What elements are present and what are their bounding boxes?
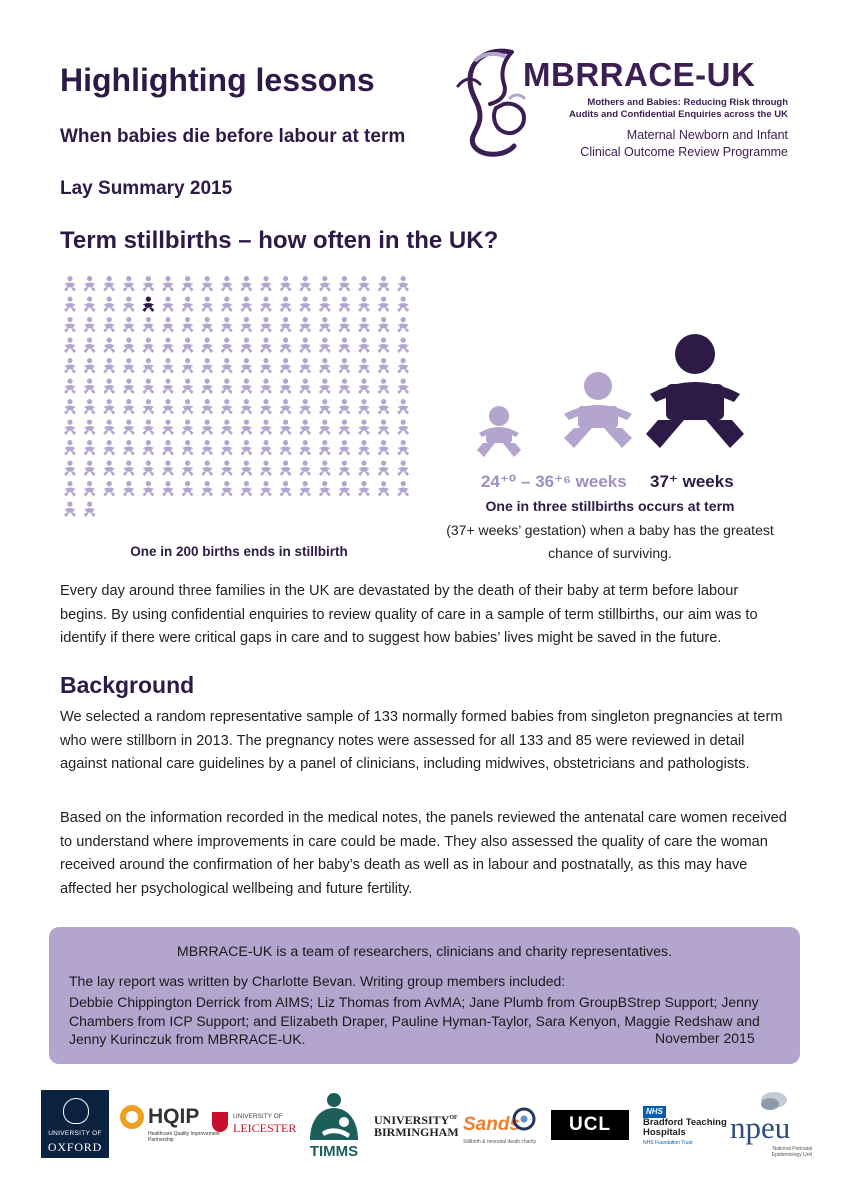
hqip-logo-name: HQIP	[148, 1105, 200, 1128]
birth-baby-icon	[397, 399, 409, 415]
programme-line2: Clinical Outcome Review Programme	[580, 145, 788, 159]
birth-baby-icon	[123, 358, 135, 374]
birth-baby-icon	[162, 481, 174, 497]
birth-baby-icon	[358, 481, 370, 497]
birth-baby-icon	[358, 440, 370, 456]
birth-baby-icon	[280, 317, 292, 333]
birth-baby-icon	[260, 338, 272, 354]
birth-baby-icon	[103, 399, 115, 415]
birth-baby-icon	[142, 440, 154, 456]
timms-logo	[304, 1092, 364, 1160]
birth-baby-icon	[142, 317, 154, 333]
birth-baby-icon	[240, 379, 252, 395]
birth-baby-icon	[260, 399, 272, 415]
birth-baby-icon	[378, 461, 390, 477]
bradford-logo-sub: NHS Foundation Trust	[643, 1140, 693, 1146]
birth-baby-icon	[84, 317, 96, 333]
birth-baby-icon	[299, 399, 311, 415]
leicester-logo-line2: LEICESTER	[233, 1121, 297, 1135]
birth-baby-icon	[378, 338, 390, 354]
hqip-logo-sub: Healthcare Quality Improvement Partnership	[148, 1131, 220, 1143]
infographic-heading: Term stillbirths – how often in the UK?	[60, 227, 499, 254]
birth-baby-icon	[260, 358, 272, 374]
birth-baby-icon	[358, 338, 370, 354]
birth-baby-icon	[338, 358, 350, 374]
birth-baby-icon	[84, 297, 96, 313]
birth-baby-icon	[397, 420, 409, 436]
birth-baby-icon	[182, 481, 194, 497]
birth-baby-icon	[358, 317, 370, 333]
stillbirth-icon-grid	[60, 276, 420, 531]
birth-baby-icon	[397, 358, 409, 374]
birth-baby-icon	[123, 276, 135, 292]
birth-baby-icon	[280, 358, 292, 374]
birth-baby-icon	[319, 440, 331, 456]
birth-baby-icon	[280, 420, 292, 436]
birth-baby-icon	[280, 399, 292, 415]
birth-baby-icon	[84, 461, 96, 477]
birth-baby-icon	[338, 338, 350, 354]
birth-baby-icon	[142, 338, 154, 354]
birmingham-logo	[374, 1112, 459, 1138]
birth-baby-icon	[221, 297, 233, 313]
birth-baby-icon	[103, 461, 115, 477]
birth-baby-icon	[260, 379, 272, 395]
birth-baby-icon	[338, 440, 350, 456]
oxford-logo-line2: OXFORD	[47, 1140, 103, 1154]
birmingham-logo-line1: UNIVERSITY	[374, 1113, 450, 1127]
birth-baby-icon	[358, 461, 370, 477]
birth-baby-icon	[182, 358, 194, 374]
intro-paragraph: Every day around three families in the UK are devastated by the death of their baby at term before labour begins. By using confidential enquiries to review quality of care in a sample of term stillbirths, our aim was to identify if there were critical gaps in care and to suggest how babies’ lives might be saved in the future.	[60, 583, 758, 647]
report-title: Highlighting lessons	[60, 62, 375, 98]
birth-baby-icon	[162, 379, 174, 395]
birth-baby-icon	[64, 317, 76, 333]
birth-baby-icon	[280, 440, 292, 456]
birth-baby-icon	[162, 440, 174, 456]
birth-baby-icon	[299, 338, 311, 354]
birth-baby-icon	[103, 420, 115, 436]
birth-baby-icon	[260, 276, 272, 292]
birth-baby-icon	[319, 461, 331, 477]
oxford-logo	[41, 1090, 109, 1158]
birth-baby-icon	[162, 297, 174, 313]
lay-summary-label: Lay Summary 2015	[60, 178, 233, 199]
leicester-shield-icon	[212, 1112, 228, 1132]
birth-baby-icon	[103, 338, 115, 354]
birth-baby-icon	[84, 358, 96, 374]
birth-baby-icon	[103, 440, 115, 456]
birth-baby-icon	[319, 297, 331, 313]
birth-baby-icon	[319, 379, 331, 395]
credits-date: November 2015	[655, 1030, 755, 1046]
sands-logo-sub: Stillbirth & neonatal death charity	[463, 1139, 537, 1145]
stillbirth-baby-icon	[142, 297, 154, 313]
credits-members: Debbie Chippington Derrick from AIMS; Liz Thomas from AvMA; Jane Plumb from GroupBStrep Support; Jenny Chambers from ICP Support; and Elizabeth Draper, Pauline Hyman-Taylor, Sara Kenyon, Maggie Redshaw and Jenny Kurinczuk from MBRRACE-UK.	[69, 994, 760, 1047]
birth-baby-icon	[319, 358, 331, 374]
birth-baby-icon	[221, 461, 233, 477]
birth-baby-icon	[397, 379, 409, 395]
timms-logo-text: TIMMS	[309, 1143, 359, 1160]
birth-baby-icon	[338, 297, 350, 313]
birth-baby-icon	[299, 461, 311, 477]
birth-baby-icon	[378, 481, 390, 497]
birth-baby-icon	[182, 399, 194, 415]
birth-baby-icon	[378, 420, 390, 436]
birth-baby-icon	[64, 379, 76, 395]
birth-baby-icon	[240, 276, 252, 292]
birth-baby-icon	[299, 440, 311, 456]
term-baby-icon	[646, 334, 744, 448]
birth-baby-icon	[64, 297, 76, 313]
brand-tagline	[548, 97, 788, 121]
birth-baby-icon	[162, 399, 174, 415]
birth-baby-icon	[103, 276, 115, 292]
birth-baby-icon	[123, 481, 135, 497]
birth-baby-icon	[280, 379, 292, 395]
birth-baby-icon	[103, 358, 115, 374]
birth-baby-icon	[240, 481, 252, 497]
leicester-logo-line1: UNIVERSITY OF	[233, 1113, 283, 1120]
birth-baby-icon	[299, 481, 311, 497]
birth-baby-icon	[338, 379, 350, 395]
birth-baby-icon	[142, 276, 154, 292]
oxford-logo-line1: UNIVERSITY OF	[48, 1130, 102, 1137]
birth-baby-icon	[123, 338, 135, 354]
birth-baby-icon	[64, 276, 76, 292]
birth-baby-icon	[260, 481, 272, 497]
birth-baby-icon	[201, 440, 213, 456]
birth-baby-icon	[84, 481, 96, 497]
birth-baby-icon	[64, 481, 76, 497]
birth-baby-icon	[378, 317, 390, 333]
birth-baby-icon	[338, 420, 350, 436]
birth-baby-icon	[64, 420, 76, 436]
birth-baby-icon	[319, 399, 331, 415]
birth-baby-icon	[397, 317, 409, 333]
brand-name: MBRRACE-UK	[523, 56, 756, 93]
birth-baby-icon	[103, 297, 115, 313]
birth-baby-icon	[142, 358, 154, 374]
gestation-baby-icons	[470, 330, 750, 470]
preterm-gestation-label: 24⁺⁰ – 36⁺⁶ weeks	[481, 472, 627, 491]
birth-baby-icon	[397, 276, 409, 292]
birth-baby-icon	[162, 420, 174, 436]
npeu-logo-sub: National Perinatal Epidemiology Unit	[771, 1146, 812, 1158]
birth-baby-icon	[142, 420, 154, 436]
birth-baby-icon	[378, 276, 390, 292]
birth-baby-icon	[397, 440, 409, 456]
birmingham-logo-line2: BIRMINGHAM	[374, 1125, 459, 1139]
term-stillbirth-explanation: (37+ weeks’ gestation) when a baby has the greatest chance of surviving.	[446, 522, 774, 561]
birth-baby-icon	[260, 317, 272, 333]
bradford-logo-line2: Hospitals	[643, 1127, 686, 1138]
birth-baby-icon	[84, 440, 96, 456]
birth-baby-icon	[299, 317, 311, 333]
birth-baby-icon	[358, 399, 370, 415]
birth-baby-icon	[299, 420, 311, 436]
birth-baby-icon	[260, 420, 272, 436]
birth-baby-icon	[142, 481, 154, 497]
brand-tagline-line2: Audits and Confidential Enquiries across the UK	[568, 109, 788, 120]
birth-baby-icon	[240, 317, 252, 333]
birth-baby-icon	[221, 420, 233, 436]
birth-baby-icon	[358, 276, 370, 292]
birth-baby-icon	[260, 297, 272, 313]
birth-baby-icon	[201, 461, 213, 477]
birth-baby-icon	[64, 502, 76, 518]
birth-baby-icon	[201, 358, 213, 374]
birth-baby-icon	[280, 276, 292, 292]
background-heading: Background	[60, 672, 195, 698]
birth-baby-icon	[142, 399, 154, 415]
birth-baby-icon	[221, 440, 233, 456]
birth-baby-icon	[123, 420, 135, 436]
birth-baby-icon	[182, 440, 194, 456]
birth-baby-icon	[182, 379, 194, 395]
birth-baby-icon	[338, 461, 350, 477]
birth-baby-icon	[182, 297, 194, 313]
bradford-logo	[643, 1106, 728, 1148]
birth-baby-icon	[221, 481, 233, 497]
birth-baby-icon	[201, 338, 213, 354]
birth-baby-icon	[319, 420, 331, 436]
birth-baby-icon	[162, 276, 174, 292]
birth-baby-icon	[103, 379, 115, 395]
birth-baby-icon	[260, 461, 272, 477]
birth-baby-icon	[397, 481, 409, 497]
birth-baby-icon	[123, 461, 135, 477]
birth-baby-icon	[64, 399, 76, 415]
birth-baby-icon	[84, 399, 96, 415]
report-subtitle: When babies die before labour at term	[60, 126, 406, 147]
birth-baby-icon	[201, 481, 213, 497]
npeu-logo-name: npeu	[730, 1110, 791, 1145]
birth-baby-icon	[201, 317, 213, 333]
birth-baby-icon	[280, 297, 292, 313]
birth-baby-icon	[378, 440, 390, 456]
birth-baby-icon	[182, 317, 194, 333]
birth-baby-icon	[240, 461, 252, 477]
birth-baby-icon	[64, 461, 76, 477]
background-paragraph-1: We selected a random representative sample of 133 normally formed babies from singleton pregnancies at term who were stillborn in 2013. The pregnancy notes were assessed for all 133 and 85 were reviewed in detail against national care guidelines by a panel of clinicians, including midwives, obstetricians and pathologists.	[60, 709, 783, 773]
grid-caption: One in 200 births ends in stillbirth	[130, 544, 348, 559]
birth-baby-icon	[103, 481, 115, 497]
preterm-small-baby-icon	[477, 406, 521, 457]
birth-baby-icon	[201, 420, 213, 436]
sands-logo-name: Sands	[463, 1114, 521, 1135]
birth-baby-icon	[338, 399, 350, 415]
brand-tagline-line1: Mothers and Babies: Reducing Risk through	[587, 97, 788, 108]
birth-baby-icon	[299, 297, 311, 313]
birth-baby-icon	[201, 297, 213, 313]
birth-baby-icon	[338, 481, 350, 497]
birth-baby-icon	[319, 481, 331, 497]
bradford-logo-line1: Bradford Teaching	[643, 1117, 727, 1128]
term-gestation-label: 37⁺ weeks	[650, 472, 734, 491]
birth-baby-icon	[182, 461, 194, 477]
birth-baby-icon	[280, 481, 292, 497]
birth-baby-icon	[84, 276, 96, 292]
birth-baby-icon	[280, 461, 292, 477]
programme-line1: Maternal Newborn and Infant	[626, 128, 788, 142]
birth-baby-icon	[182, 276, 194, 292]
birth-baby-icon	[358, 358, 370, 374]
credits-writer: The lay report was written by Charlotte Bevan. Writing group members included:	[69, 973, 566, 989]
birth-baby-icon	[123, 440, 135, 456]
birth-baby-icon	[221, 358, 233, 374]
birth-baby-icon	[64, 338, 76, 354]
hqip-mark-icon	[120, 1105, 144, 1129]
nhs-badge: NHS	[643, 1106, 666, 1118]
birth-baby-icon	[319, 317, 331, 333]
birmingham-logo-of: OF	[449, 1115, 458, 1121]
birth-baby-icon	[142, 461, 154, 477]
birth-baby-icon	[221, 317, 233, 333]
birth-baby-icon	[221, 379, 233, 395]
birth-baby-icon	[358, 420, 370, 436]
birth-baby-icon	[84, 502, 96, 518]
birth-baby-icon	[358, 297, 370, 313]
birth-baby-icon	[299, 379, 311, 395]
birth-baby-icon	[162, 317, 174, 333]
oxford-crest-icon	[63, 1098, 89, 1124]
birth-baby-icon	[162, 461, 174, 477]
birth-baby-icon	[397, 461, 409, 477]
birth-baby-icon	[123, 297, 135, 313]
birth-baby-icon	[397, 338, 409, 354]
birth-baby-icon	[64, 358, 76, 374]
programme-name	[540, 127, 788, 161]
birth-baby-icon	[103, 317, 115, 333]
birth-baby-icon	[240, 420, 252, 436]
birth-baby-icon	[221, 399, 233, 415]
birth-baby-icon	[378, 399, 390, 415]
birth-baby-icon	[142, 379, 154, 395]
birth-baby-icon	[240, 399, 252, 415]
birth-baby-icon	[84, 338, 96, 354]
credits-intro: MBRRACE-UK is a team of researchers, clinicians and charity representatives.	[176, 944, 673, 960]
birth-baby-icon	[240, 358, 252, 374]
birth-baby-icon	[319, 338, 331, 354]
preterm-medium-baby-icon	[564, 372, 632, 448]
birth-baby-icon	[221, 276, 233, 292]
birth-baby-icon	[162, 338, 174, 354]
birth-baby-icon	[358, 379, 370, 395]
birth-baby-icon	[378, 358, 390, 374]
birth-baby-icon	[378, 297, 390, 313]
birth-baby-icon	[338, 276, 350, 292]
birth-baby-icon	[123, 379, 135, 395]
birth-baby-icon	[201, 276, 213, 292]
birth-baby-icon	[240, 338, 252, 354]
background-paragraph-2: Based on the information recorded in the medical notes, the panels reviewed the antenatal care women received to understand where improvements in care could be made. They also assessed the quality of care the woman received around the confirmation of her baby’s death as well as in labour and postnatally, as this may have affected her psychological wellbeing and future fertility.	[60, 810, 787, 897]
birth-baby-icon	[201, 379, 213, 395]
birth-baby-icon	[260, 440, 272, 456]
birth-baby-icon	[378, 379, 390, 395]
birth-baby-icon	[299, 358, 311, 374]
birth-baby-icon	[397, 297, 409, 313]
timms-mother-baby-icon	[310, 1093, 358, 1140]
birth-baby-icon	[84, 379, 96, 395]
birth-baby-icon	[123, 317, 135, 333]
birth-baby-icon	[280, 338, 292, 354]
birth-baby-icon	[240, 297, 252, 313]
sands-forget-me-not-icon	[511, 1106, 537, 1132]
birth-baby-icon	[123, 399, 135, 415]
birth-baby-icon	[84, 420, 96, 436]
ucl-logo: UCL	[551, 1110, 629, 1140]
birth-baby-icon	[182, 420, 194, 436]
birth-baby-icon	[299, 276, 311, 292]
birth-baby-icon	[201, 399, 213, 415]
birth-baby-icon	[338, 317, 350, 333]
term-stillbirth-stat: One in three stillbirths occurs at term	[485, 498, 735, 514]
birth-baby-icon	[162, 358, 174, 374]
birth-baby-icon	[240, 440, 252, 456]
birth-baby-icon	[319, 276, 331, 292]
birth-baby-icon	[221, 338, 233, 354]
birth-baby-icon	[182, 338, 194, 354]
birth-baby-icon	[64, 440, 76, 456]
